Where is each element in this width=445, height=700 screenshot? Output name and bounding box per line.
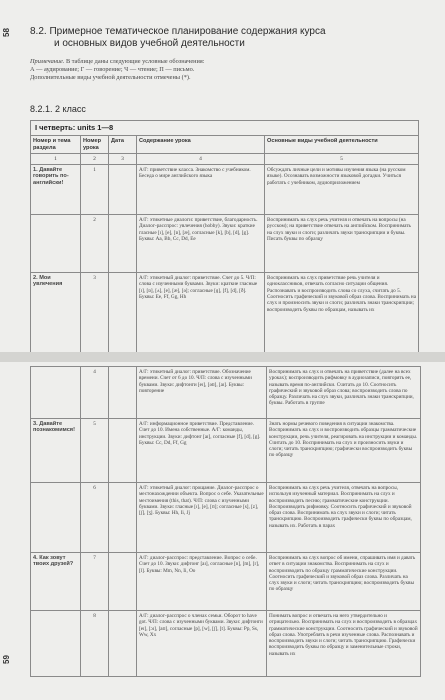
table-row (31, 553, 421, 611)
row-topic (31, 483, 81, 553)
row-content: А/Г: приветствие класса. Знакомство с учебником. Беседа о мире английского языка (137, 165, 265, 215)
col-number: 1 (31, 153, 81, 164)
row-lesson: 5 (81, 419, 109, 483)
row-topic: 1. Давайте говорить по-английски! (31, 165, 81, 215)
row-content: А/Г: диалог-расспрос о членах семьи. Оборот to have got. Ч/П: слова с изученными буквами. Звуки: дифтонги [eɪ], [ɔɪ], [aʊ], согласные [p], [w], [ʃ], [t]. Буквы: Pp, Ss, Ww, Xx (137, 611, 267, 677)
page-number-bottom: 59 (1, 655, 11, 664)
row-content: А/Г: этикетный диалог: приветствие. Обозначение времени. Счет от 6 до 10. Ч/П: слова с изученными буквами. Звуки: дифтонги [eɪ], [əʊ], [aɪ]. Буквы: повторение (137, 367, 267, 419)
row-date (109, 165, 137, 215)
header-topic: Номер и тема раздела (31, 136, 81, 154)
row-topic (31, 611, 81, 677)
row-activity: Воспринимать на слух и отвечать на приветствие (далее на всех уроках); воспроизводить рифмовку в аудиозаписи, повторять ее, называть время по-английски. Считать до 10. Соотносить графический и звуковой образ слова; воспроизводить слова по образцу. Различать на слух звуки, различать знаки транскрипции, буквы. Работать в группе (267, 367, 421, 419)
row-content: А/Г: этикетный диалог: приветствие. Счет до 5. Ч/П: слова с изученными буквами. Звуки: краткие гласные [ɪ], [ɒ], [ʌ], [е], [æ], [ə]; согласные [ɡ], [f], [d], [ð]. Буквы: Ee, Ff, Gg, Hh (137, 273, 265, 353)
col-number: 2 (81, 153, 109, 164)
section-title-line2: и основных видов учебной деятельности (54, 38, 245, 49)
row-topic: 2. Мои увлечения (31, 273, 81, 353)
row-lesson: 2 (81, 215, 109, 273)
row-date (109, 611, 137, 677)
row-content: А/Г: информационное приветствие. Представление. Счет до 10. Имена собственные. А/Г: команды, инструкции. Звуки: дифтонг [aɪ], согласные [f], [d], [g]. Буквы: Cc, Dd, Ff, Gg (137, 419, 267, 483)
header-activity: Основные виды учебной деятельности (265, 136, 419, 154)
quarter-title: I четверть: units 1—8 (31, 121, 419, 136)
row-topic: 4. Как зовут твоих друзей? (31, 553, 81, 611)
row-activity: Воспринимать на слух речь учителя и отвечать на вопросы (на русском); на приветствие отвечать на английском. Воспринимать на слух звуки и слоги; различать звуки транскрипции и буквы. Писать буквы по образцу (265, 215, 419, 273)
row-content: А/Г: этикетные диалоги: приветствие, благодарность. Диалог-расспрос: увлечения (hobby). Звуки: краткие гласные [ɪ], [е], [ɒ], [æ], согласные [k], [b], [d], [g]. Буквы: Aa, Bb, Cc, Dd, Ee (137, 215, 265, 273)
row-activity: Знать нормы речевого поведения в ситуации знакомства. Воспринимать на слух и воспроизводить образцы грамматические конструкции, речь учителя, реагировать на инструкции и команды. Считать до 10. Воспринимать на слух и произносить звуки и слоги; читать транскрипцию; графически воспроизводить буквы по образцу (267, 419, 421, 483)
note-text-1: . В таблице даны следующие условные обозначения: (62, 58, 205, 65)
row-lesson: 8 (81, 611, 109, 677)
row-topic: 3. Давайте познакомимся! (31, 419, 81, 483)
row-lesson: 6 (81, 483, 109, 553)
row-date (109, 483, 137, 553)
row-topic (31, 215, 81, 273)
section-heading (30, 26, 410, 50)
row-activity: Воспринимать на слух вопрос об имени, спрашивать имя и давать ответ в ситуации знакомства. Воспринимать на слух и воспроизводить по образцу грамматические конструкции. Соотносить графический и звуковой образ слова. Различать на слух звуки и слоги; читать транскрипцию; воспроизводить буквы по образцу (267, 553, 421, 611)
plan-table-top (30, 120, 419, 353)
legend-note (30, 58, 420, 82)
row-date (109, 273, 137, 353)
header-date: Дата (109, 136, 137, 154)
page-number-top: 58 (1, 28, 11, 37)
row-content: А/Г: диалог-расспрос: представление. Вопрос о себе. Счет до 10. Звуки: дифтонг [aɪ], согласные [n], [m], [r], [l]. Буквы: Mm, Nn, Ii, Oo (137, 553, 267, 611)
plan-table-bottom (30, 366, 421, 677)
row-date (109, 215, 137, 273)
row-date (109, 367, 137, 419)
row-date (109, 553, 137, 611)
table-row (31, 367, 421, 419)
table-row (31, 419, 421, 483)
table-row (31, 611, 421, 677)
subsection-title: 8.2.1. 2 класс (30, 104, 86, 114)
row-activity: Обсуждать личные цели и мотивы изучения языка (на русском языке). Осознавать возможности языковой догадки. Учиться работать с учебником, аудиоприложением (265, 165, 419, 215)
row-lesson: 7 (81, 553, 109, 611)
row-lesson: 4 (81, 367, 109, 419)
table-row (31, 215, 419, 273)
note-text-2: А — аудирование; Г — говорение; Ч — чтение; П — письмо. (30, 66, 195, 73)
row-date (109, 419, 137, 483)
row-content: А/Г: этикетный диалог: прощание. Диалог-расспрос о местонахождении объекта. Вопрос о себе. Указательные местоимения (this, that). Ч/П: слова с изученными буквами. Звуки: гласные [ɪ], [е], [ʊ]; согласные [s], [z], [ʃ], [ʒ]. Буквы: Hh, Ii, Jj (137, 483, 267, 553)
row-activity: Понимать вопрос и отвечать на него утвердительно и отрицательно. Воспринимать на слух и воспроизводить в образцах грамматические конструкции. Соотносить графический и звуковой образ слова. Употреблять в речи изученные слова. Распознавать и воспроизводить звуки и слоги; читать транскрипцию. Графически воспроизводить буквы по образцу и заменительные строки, называть их (267, 611, 421, 677)
note-text-3: Дополнительные виды учебной деятельности отмечены (*). (30, 74, 191, 81)
row-activity: Воспринимать на слух приветствие речь учителя и одноклассников, отвечать согласно ситуации общения. Распознавать и воспроизводить слова со слуха, считать до 5. Соотносить графический и звуковой образ слова. Воспринимать на слух и произносить звуки и слоги; различать знаки транскрипции; воспроизводить буквы по образцам, называть их (265, 273, 419, 353)
section-number: 8.2. (30, 26, 47, 37)
col-number: 4 (137, 153, 265, 164)
table-row (31, 483, 421, 553)
row-activity: Воспринимать на слух речь учителя, отвечать на вопросы, используя изученный материал. Воспринимать на слух и воспроизводить песню; грамматические конструкции. Воспроизводить рифмовку. Соотносить графический и звуковой образ слова. Воспринимать на слух звуки и слоги; читать транскрипцию. Воспроизводить графически буквы по образцам, называть их. Работать в парах (267, 483, 421, 553)
table-row (31, 273, 419, 353)
col-number: 5 (265, 153, 419, 164)
note-label: Примечание (30, 58, 63, 65)
header-content: Содержание урока (137, 136, 265, 154)
col-number: 3 (109, 153, 137, 164)
row-topic (31, 367, 81, 419)
section-title-line1: Примерное тематическое планирование содержания курса (49, 26, 326, 37)
row-lesson: 1 (81, 165, 109, 215)
row-lesson: 3 (81, 273, 109, 353)
table-row (31, 165, 419, 215)
page-gap (0, 352, 445, 362)
header-lesson: Номер урока (81, 136, 109, 154)
